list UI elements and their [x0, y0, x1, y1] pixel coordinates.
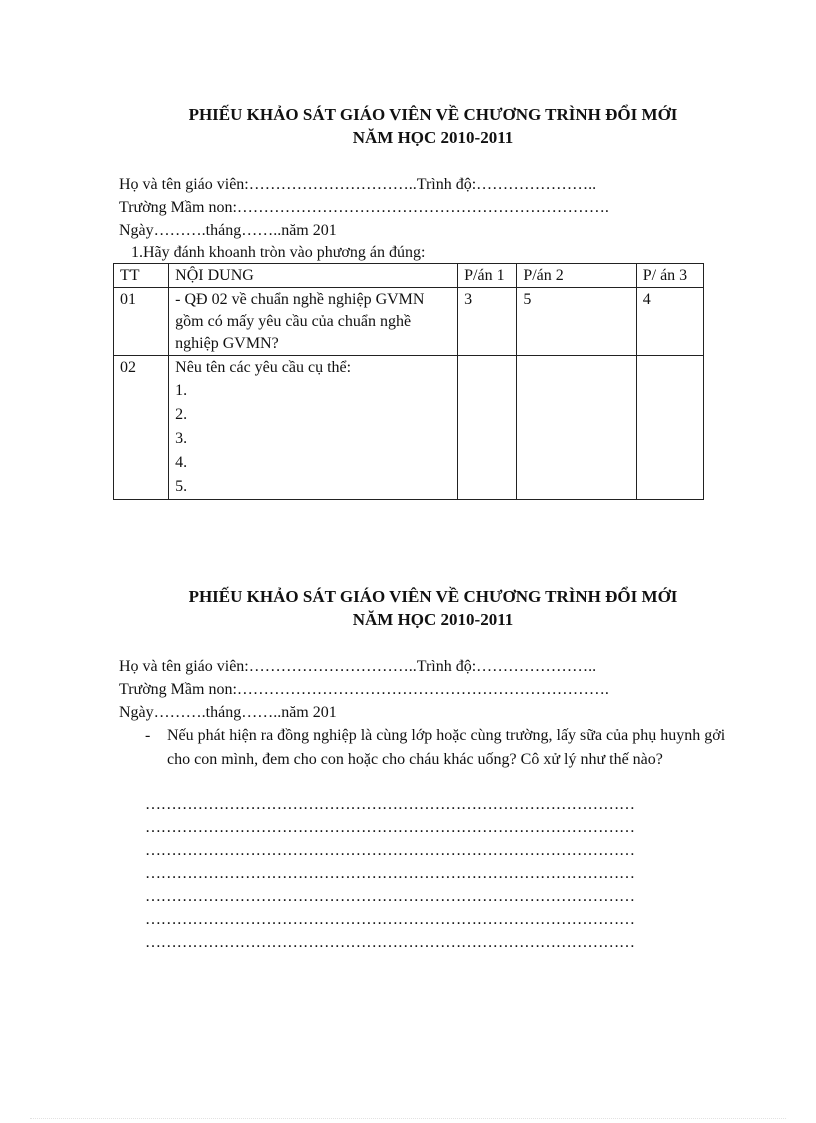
row2-option-1[interactable] [458, 356, 517, 500]
answer-line-3[interactable]: ………………………………………………………………………………… [145, 842, 635, 859]
header-tt: TT [114, 264, 169, 288]
answer-line-4[interactable]: ………………………………………………………………………………… [145, 865, 635, 882]
list-item: 3. [175, 430, 188, 447]
answer-line-5[interactable]: ………………………………………………………………………………… [145, 888, 635, 905]
question-text: Nếu phát hiện ra đồng nghiệp là cùng lớp hoặc cùng trường, lấy sữa của phụ huynh gởi cho con mình, đem cho con hoặc cho cháu khác uống? Cô xử lý như thế nào? [167, 727, 726, 768]
row1-option-1[interactable]: 3 [458, 288, 517, 356]
form1-title-line2: NĂM HỌC 2010-2011 [352, 128, 514, 147]
form1-teacher-line: Họ và tên giáo viên:…………………………..Trình độ:………………….. [119, 176, 597, 193]
survey-table [113, 263, 704, 500]
header-option-2: P/án 2 [517, 264, 636, 288]
form1-title-line1: PHIẾU KHẢO SÁT GIÁO VIÊN VỀ CHƯƠNG TRÌNH ĐỔI MỚI [188, 105, 678, 124]
answer-line-6[interactable]: ………………………………………………………………………………… [145, 911, 635, 928]
list-item: 1. [175, 382, 188, 399]
form2-teacher-line: Họ và tên giáo viên:…………………………..Trình độ:………………….. [119, 658, 597, 675]
list-item: 4. [175, 454, 188, 471]
answer-line-7[interactable]: ………………………………………………………………………………… [145, 934, 635, 951]
row2-tt: 02 [114, 356, 169, 500]
table-header-row [114, 264, 704, 288]
row1-tt: 01 [114, 288, 169, 356]
form1-school-line: Trường Mầm non:……………………………………………………………. [119, 199, 609, 216]
row1-content: - QĐ 02 về chuẩn nghề nghiệp GVMN gồm có mấy yêu cầu của chuẩn nghề nghiệp GVMN? [169, 288, 458, 356]
form2-title-line1: PHIẾU KHẢO SÁT GIÁO VIÊN VỀ CHƯƠNG TRÌNH ĐỔI MỚI [188, 587, 678, 606]
table-row [114, 356, 704, 500]
form2-title-line2: NĂM HỌC 2010-2011 [352, 610, 514, 629]
list-item: 2. [175, 406, 188, 423]
page-bottom-divider [30, 1118, 786, 1119]
form2-school-line: Trường Mầm non:……………………………………………………………. [119, 681, 609, 698]
header-option-1: P/án 1 [458, 264, 517, 288]
table-row [114, 288, 704, 356]
row1-option-2[interactable]: 5 [517, 288, 636, 356]
header-noi-dung: NỘI DUNG [169, 264, 458, 288]
bullet-dash: - [145, 727, 151, 744]
header-option-3: P/ án 3 [636, 264, 703, 288]
row2-option-2[interactable] [517, 356, 636, 500]
list-item: 5. [175, 478, 188, 495]
answer-line-2[interactable]: ………………………………………………………………………………… [145, 819, 635, 836]
row2-item-list [175, 379, 452, 499]
row1-option-3[interactable]: 4 [636, 288, 703, 356]
row2-content [169, 356, 458, 500]
row2-content-title: Nêu tên các yêu cầu cụ thể: [175, 359, 352, 376]
form1-date-line: Ngày……….tháng……..năm 201 [119, 222, 337, 239]
row2-option-3[interactable] [636, 356, 703, 500]
form2-date-line: Ngày……….tháng……..năm 201 [119, 704, 337, 721]
answer-line-1[interactable]: ………………………………………………………………………………… [145, 796, 635, 813]
form1-instruction: 1.Hãy đánh khoanh tròn vào phương án đúng: [131, 244, 426, 261]
